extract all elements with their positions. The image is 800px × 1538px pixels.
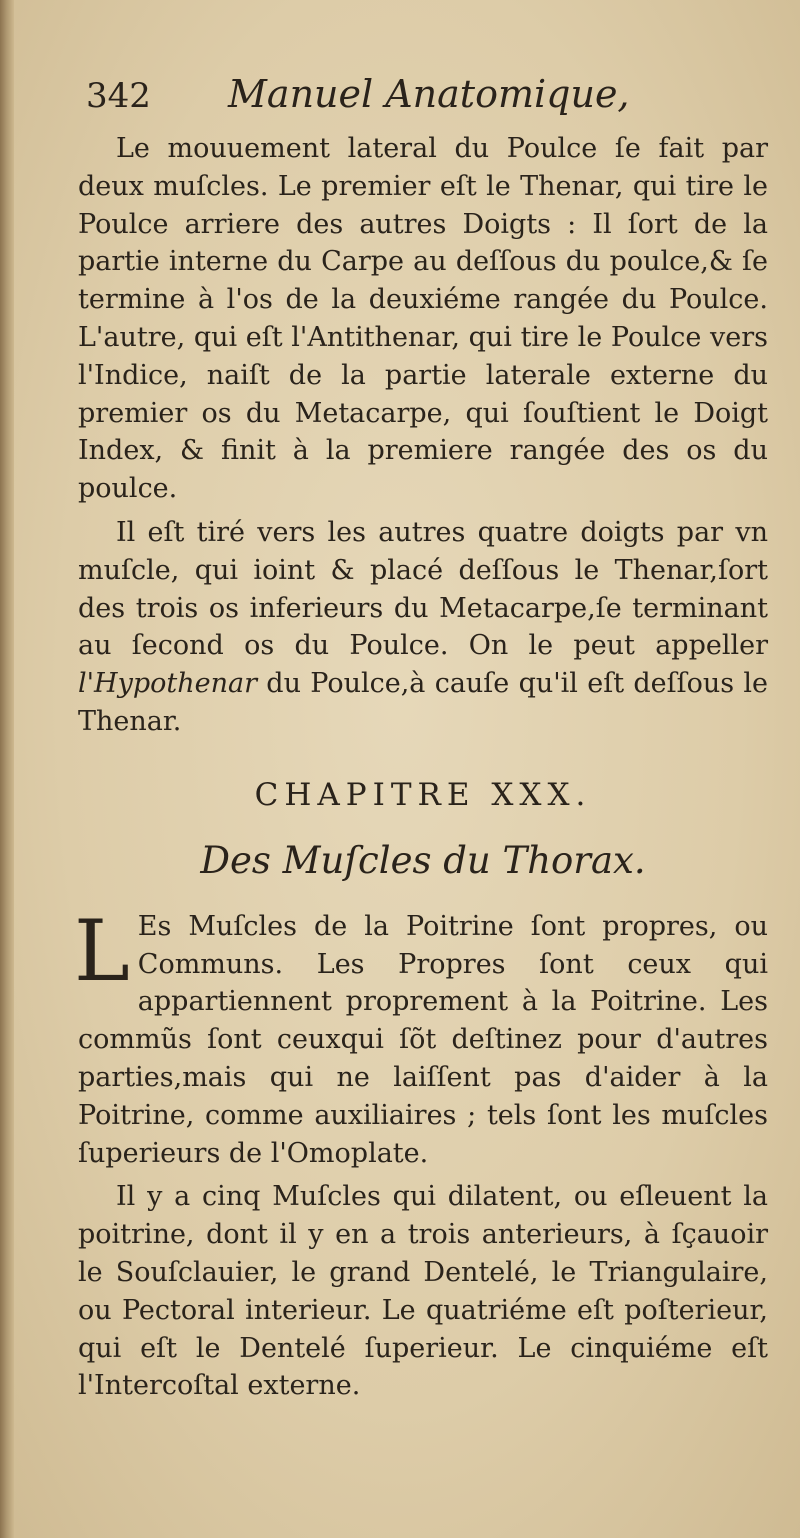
page-content [74,70,768,1405]
drop-cap: L [74,901,130,1000]
paragraph-hypothenar-text-2: du Poulce,à cauſe qu'il eſt deſſous le Thenar. [78,668,768,737]
hypothenar-term: l'Hypothenar [78,668,258,700]
chapter-title: Des Muſcles du Thorax. [200,838,646,882]
running-title: Manuel Anatomique, [228,72,630,116]
page-binding-edge [0,0,14,1538]
paragraph-thumb-lateral-movement: Le mouuement lateral du Poulce ſe fait par deux muſcles. Le premier eſt le Thenar, qui tire le Poulce arriere des autres Doigts : Il ſort de la partie interne du Carpe au deſſous du poulce,& ſe termine à l'os de la deuxiéme rangée du Poulce. L'autre, qui eſt l'Antithenar, qui tire le Poulce vers l'Indice, naiſt de la partie laterale externe du premier os du Metacarpe, qui ſouſtient le Doigt Index, & finit à la premiere rangée des os du poulce. [78,133,768,505]
paragraph-dilating-muscles: Il y a cinq Muſcles qui dilatent, ou eſleuent la poitrine, dont il y en a trois anterieurs, à ſçauoir le Souſclauier, le grand Dentelé, le Triangulaire, ou Pectoral interieur. Le quatriéme eſt poſterieur, qui eſt le Dentelé ſuperieur. Le cinquiéme eſt l'Intercoſtal externe. [78,1181,768,1402]
running-head [78,70,768,130]
paragraph-hypothenar [78,514,768,741]
paragraph-hypothenar-text-1: Il eſt tiré vers les autres quatre doigts par vn muſcle, qui ioint & placé deſſous le Thenar,ſort des trois os inferieurs du Metacarpe,ſe terminant au ſecond os du Poulce. On le peut appeller [78,516,768,662]
chapter-number: CHAPITRE XXX. [254,776,592,813]
paragraph-chest-muscles-text: Es Muſcles de la Poitrine ſont propres, ou Communs. Les Propres ſont ceux qui appartiennent proprement à la Poitrine. Les commũs ſont ceuxqui ſõt deſtinez pour d'autres parties,mais qui ne laiſſent pas d'aider à la Poitrine, comme auxiliaires ; tels ſont les muſcles ſuperieurs de l'Omoplate. [78,910,768,1169]
paragraph-chest-muscles [74,901,768,1173]
page-number: 342 [86,76,151,116]
